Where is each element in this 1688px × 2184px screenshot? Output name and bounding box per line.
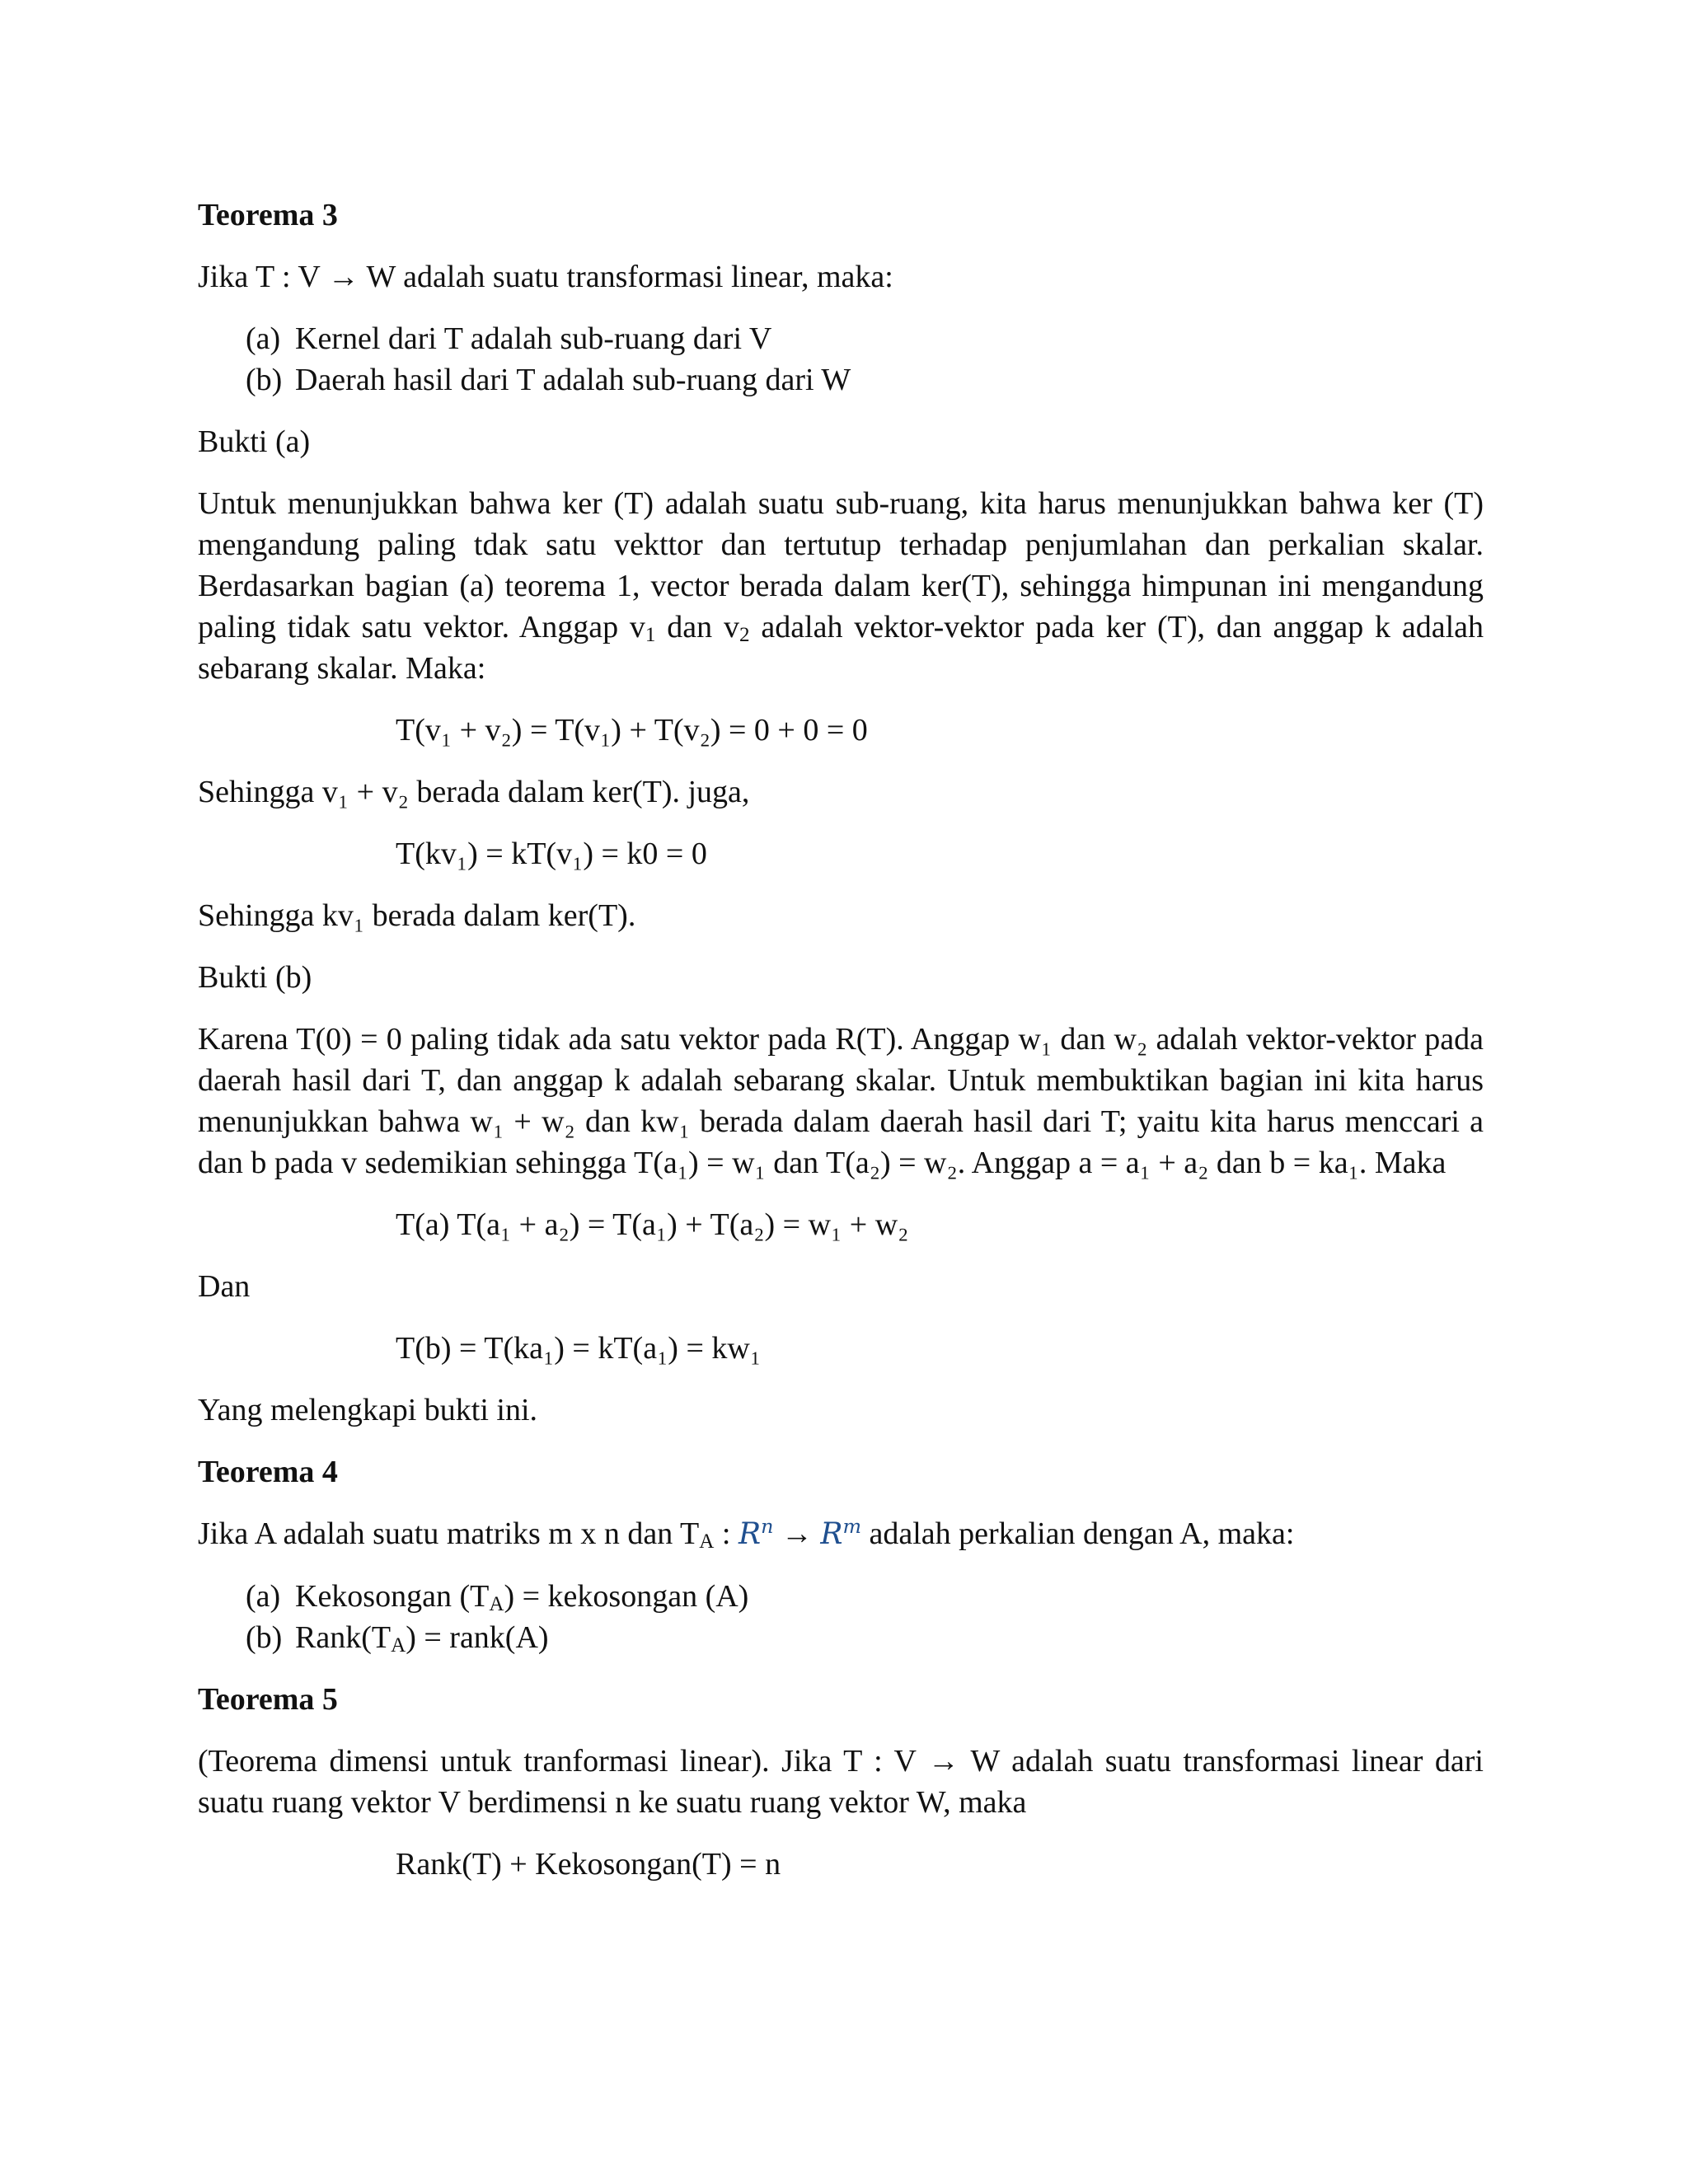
list-text (295, 1576, 748, 1617)
subscript-a: A (391, 1634, 406, 1657)
list-text-start: Rank(T (295, 1620, 392, 1655)
teorema-4-text: Jika A adalah suatu matriks m x n dan T (198, 1516, 700, 1551)
subscript-1: 1 (645, 624, 656, 647)
list-text (295, 1617, 549, 1658)
list-marker: (a) (246, 1579, 281, 1614)
list-item (246, 318, 1484, 359)
teorema-3-list (198, 318, 1484, 401)
list-text-end: ) = kekosongan (A) (504, 1579, 749, 1614)
teorema-5-statement: (Teorema dimensi untuk tranformasi linear). Jika T : V → W adalah suatu transformasi linear dari suatu ruang vektor V berdimensi n ke suatu ruang vektor W, maka (198, 1744, 1484, 1820)
math-rm-exponent: m (842, 1514, 861, 1538)
list-item (246, 1617, 1484, 1658)
v2-symbol: v (723, 610, 739, 644)
list-marker: (b) (246, 363, 283, 397)
teorema-4-text-end: adalah perkalian dengan A, maka: (861, 1516, 1295, 1551)
teorema-4-statement (198, 1513, 1484, 1555)
teorema-3-statement: Jika T : V → W adalah suatu transformasi linear, maka: (198, 260, 893, 294)
bukti-b-closing: Yang melengkapi bukti ini. (198, 1393, 538, 1427)
bukti-a-text-mid: dan (667, 610, 713, 644)
list-marker: (b) (246, 1620, 283, 1655)
math-rm-base: R (820, 1517, 843, 1551)
v1-symbol: v (629, 610, 645, 644)
subscript-a: A (699, 1530, 715, 1554)
bukti-a-line-2: Sehingga v₁ + v₂ berada dalam ker(T). juga, (198, 775, 750, 809)
list-text-start: Kekosongan (T (295, 1579, 490, 1614)
teorema-3-heading: Teorema 3 (198, 198, 338, 232)
teorema-5-heading: Teorema 5 (198, 1682, 338, 1717)
math-rn-exponent: n (761, 1514, 774, 1538)
bukti-a-heading: Bukti (a) (198, 424, 311, 459)
subscript-2: 2 (738, 624, 750, 647)
list-item (246, 359, 1484, 401)
document-content (198, 194, 1484, 1905)
math-rn (738, 1514, 774, 1551)
math-rn-base: R (738, 1517, 762, 1551)
bukti-a-equation-2: T(kv₁) = kT(v₁) = k0 = 0 (396, 837, 707, 871)
bukti-a-line-3: Sehingga kv₁ berada dalam ker(T). (198, 898, 636, 933)
list-text-end: ) = rank(A) (406, 1620, 549, 1655)
teorema-5-equation: Rank(T) + Kekosongan(T) = n (396, 1847, 781, 1882)
bukti-b-paragraph: Karena T(0) = 0 paling tidak ada satu vektor pada R(T). Anggap w₁ dan w₂ adalah vektor-vektor pada daerah hasil dari T, dan anggap k adalah sebarang skalar. Untuk membuktikan bagian ini kita harus menunjukkan bahwa w₁ + w₂ dan kw₁ berada dalam daerah hasil dari T; yaitu kita harus menccari a dan b pada v sedemikian sehingga T(a₁) = w₁ dan T(a₂) = w₂. Anggap a = a₁ + a₂ dan b = ka₁. Maka (198, 1022, 1484, 1180)
bukti-a-text-end: adalah vektor-vektor pada ker (T), dan anggap k adalah sebarang skalar. Maka: (198, 610, 1484, 686)
colon: : (714, 1516, 738, 1551)
teorema-4-heading: Teorema 4 (198, 1455, 338, 1489)
bukti-a-equation-1: T(v₁ + v₂) = T(v₁) + T(v₂) = 0 + 0 = 0 (396, 713, 868, 748)
math-rm (820, 1514, 861, 1551)
teorema-4-list (198, 1576, 1484, 1658)
bukti-b-equation-1: T(a) T(a₁ + a₂) = T(a₁) + T(a₂) = w₁ + w₂ (396, 1207, 909, 1242)
bukti-a-paragraph (198, 483, 1484, 689)
list-text: Daerah hasil dari T adalah sub-ruang dari W (295, 363, 851, 397)
list-marker: (a) (246, 321, 281, 356)
bukti-b-heading: Bukti (b) (198, 960, 312, 995)
subscript-a: A (489, 1593, 504, 1616)
math-arrow: → (773, 1516, 821, 1551)
bukti-b-equation-2: T(b) = T(ka₁) = kT(a₁) = kw₁ (396, 1331, 762, 1366)
list-text: Kernel dari T adalah sub-ruang dari V (295, 321, 772, 356)
list-item (246, 1576, 1484, 1617)
bukti-b-dan: Dan (198, 1269, 251, 1304)
bukti-a-text: Untuk menunjukkan bahwa ker (T) adalah suatu sub-ruang, kita harus menunjukkan bahwa ker (T) mengandung paling tdak satu vekttor dan tertutup terhadap penjumlahan dan perkalian skalar. Berdasarkan bagian (a) teorema 1, vector berada dalam ker(T), sehingga himpunan ini mengandung paling tidak satu vektor. Anggap (198, 486, 1484, 644)
